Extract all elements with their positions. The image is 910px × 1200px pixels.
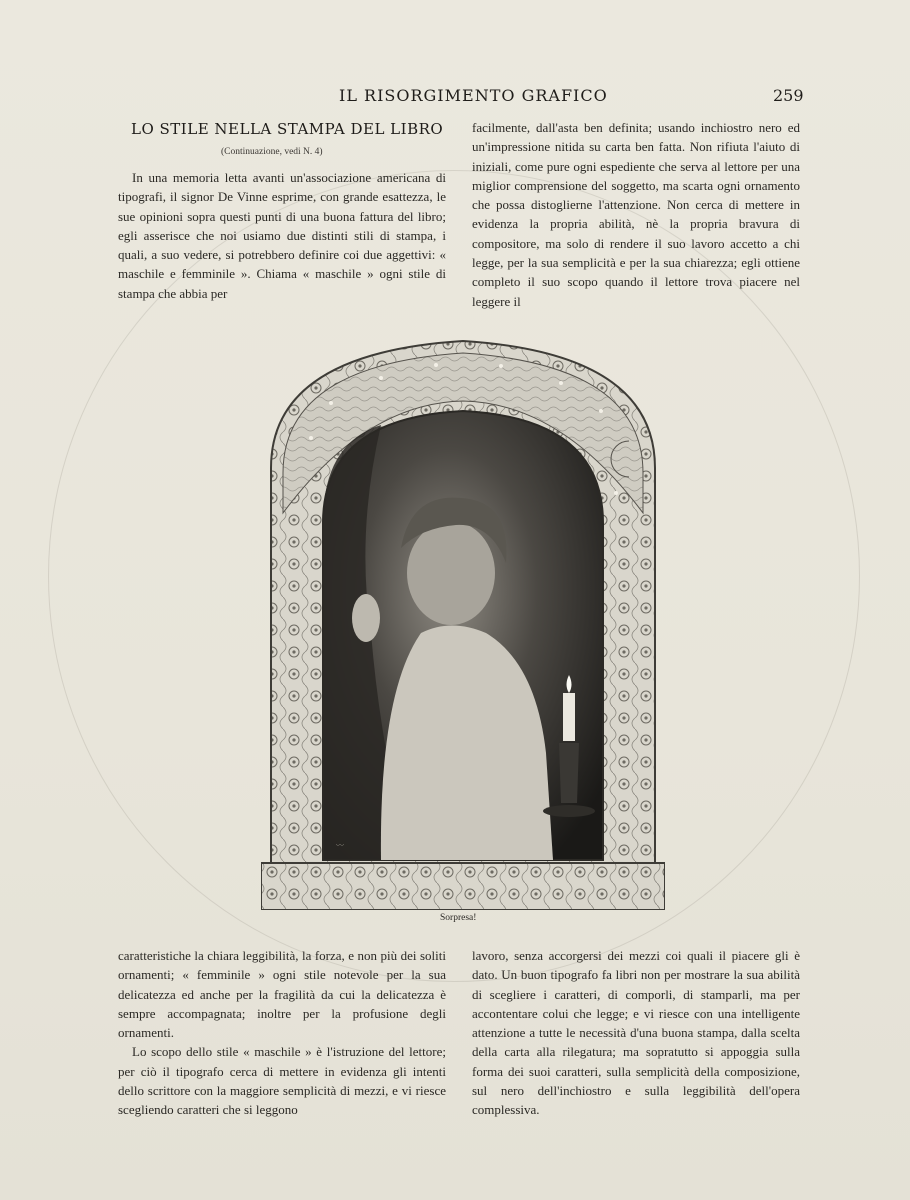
paragraph: lavoro, senza accorgersi dei mezzi coi quali il piacere gli è dato. Un buon tipografo fa libri non per mostrare la sua abilità di scegliere i caratteri, di comporli, di stamparli, ma per accontentare colui che legge; e vi riesce con una intelligente attenzione a tutte le necessità d'una buona stampa, dalla scelta della carta alla rilegatura; ma sopratutto si appoggia sulla forma dei suoi caratteri, sulla semplicità della composizione, sul nero dell'inchiostro e sulla leggibilità dell'opera complessiva.	[472, 948, 800, 1118]
paragraph: In una memoria letta avanti un'associazione americana di tipografi, il signor De Vinne esprime, con grande esattezza, le sue opinioni sopra questi punti di una buona fattura del libro; egli asserisce che noi usiamo due distinti stili di stampa, i quali, a suo vedere, si potrebbero definire coi due aggettivi: « maschile e femminile ». Chiama « maschile » ogni stile di stampa che abbia per	[118, 170, 446, 301]
column-bottom-left	[118, 946, 446, 1120]
article-title: LO STILE NELLA STAMPA DEL LIBRO	[131, 120, 444, 138]
paragraph: caratteristiche la chiara leggibilità, la forza, e non più dei soliti ornamenti; « femminile » ogni stile notevole per la sua delicatezza ed anche per la fragilità da cui la delicatezza è sempre accompagnata; inoltre per la profusione degli ornamenti.	[118, 948, 446, 1041]
svg-text:〰: 〰	[336, 841, 344, 850]
framed-photograph	[261, 333, 665, 910]
column-bottom-right	[472, 946, 800, 1120]
article-subtitle: (Continuazione, vedi N. 4)	[221, 147, 323, 157]
column-top-left	[118, 168, 446, 303]
photo-caption: Sorpresa!	[440, 913, 477, 923]
paragraph: facilmente, dall'asta ben definita; usando inchiostro nero ed un'impressione nitida su carta ben fatta. Non rifiuta l'aiuto di iniziali, come pure ogni espediente che serva al lettore per una miglior comprensione del soggetto, ma scarta ogni ornamento che possa distoglierne l'attenzione. Non cerca di mettere in evidenza la propria abilità, nè la propria bravura di compositore, ma solo di rendere il suo lavoro accetto a chi legge, per la sua semplicità e per la sua chiarezza; egli ottiene completo il suo scopo quando il lettore trova piacere nel leggere il	[472, 120, 800, 309]
paragraph: Lo scopo dello stile « maschile » è l'istruzione del lettore; per ciò il tipografo cerca di mettere in evidenza gli intenti dello scrittore con la maggiore semplicità di mezzi, e vi riesce scegliendo caratteri che si leggono	[118, 1044, 446, 1118]
running-head: IL RISORGIMENTO GRAFICO	[339, 86, 608, 105]
column-top-right	[472, 118, 800, 311]
page-number: 259	[773, 86, 804, 105]
